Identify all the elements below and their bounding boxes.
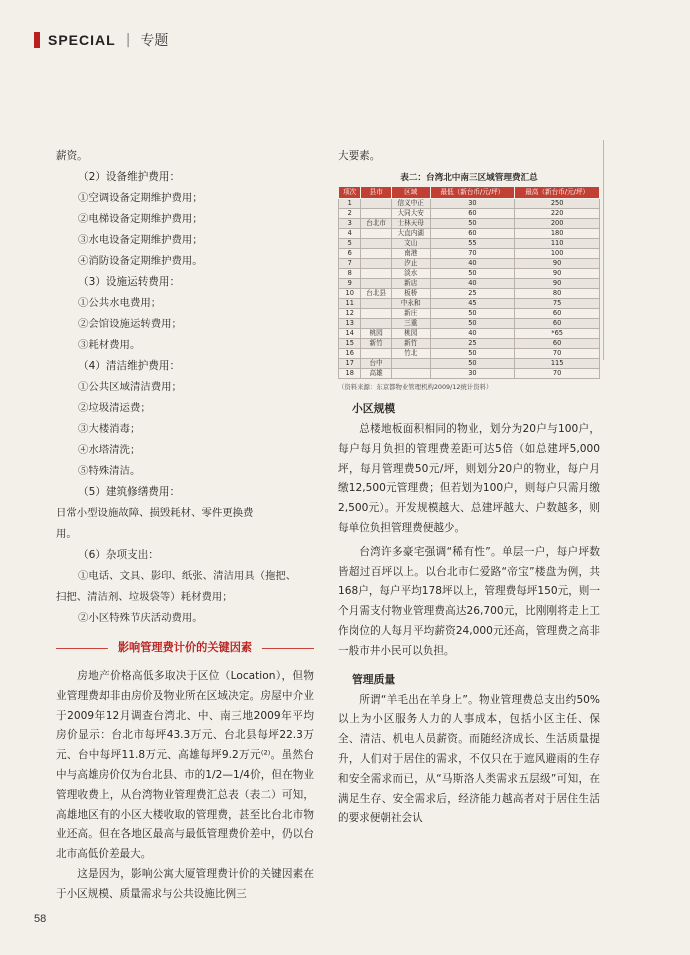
left-column	[56, 146, 314, 905]
table-cell: 200	[515, 219, 600, 229]
body-paragraph: 台湾许多豪宅强调“稀有性”。单层一户，每户坪数皆超过百坪以上。以台北市仁爱路“帝宝”楼盘为例，共168户，每户平均178坪以上，管理费每坪150元，则一个月需支付物业管理费高达26,700元，比刚刚将走上工作岗位的人每月平均薪资24,000元还高，管理费之高非一般市井小民可以负担。	[338, 545, 600, 657]
table-cell: 4	[339, 229, 361, 239]
table-cell: 220	[515, 209, 600, 219]
list-item: ④水塔清洗；	[78, 444, 141, 456]
table-cell	[361, 269, 392, 279]
table-cell: 3	[339, 219, 361, 229]
table-cell: 40	[430, 259, 515, 269]
subheading: 小区规模	[352, 402, 396, 415]
table-cell: 14	[339, 329, 361, 339]
table-cell: 18	[339, 369, 361, 379]
list-item: 用。	[56, 528, 77, 540]
table-cell: 70	[430, 249, 515, 259]
header-section-zh: 专题	[140, 33, 169, 49]
table-row	[339, 269, 600, 279]
table-row	[339, 229, 600, 239]
list-item: ③大楼消毒；	[78, 423, 141, 435]
table-cell: 三重	[391, 319, 430, 329]
list-item: 扫把、清洁剂、垃圾袋等）耗材费用；	[56, 591, 233, 603]
table-cell: 南港	[391, 249, 430, 259]
list-item: ①公共水电费用；	[78, 297, 162, 309]
table-row	[339, 289, 600, 299]
table-cell: 汐止	[391, 259, 430, 269]
table-cell: 士林天母	[391, 219, 430, 229]
list-item: ⑤特殊清洁。	[78, 465, 141, 477]
table-cell: 115	[515, 359, 600, 369]
table-cell	[391, 359, 430, 369]
list-item: ②垃圾清运费；	[78, 402, 151, 414]
table-cell: 40	[430, 279, 515, 289]
table-cell	[361, 209, 392, 219]
table-cell: 40	[430, 329, 515, 339]
table-row	[339, 309, 600, 319]
list-item: ③水电设备定期维护费用；	[78, 234, 203, 246]
table-cell	[361, 349, 392, 359]
table-header-row	[339, 187, 600, 199]
table-cell	[361, 249, 392, 259]
table-row	[339, 249, 600, 259]
list-item: ③耗材费用。	[78, 339, 141, 351]
list-item: ①公共区域清洁费用；	[78, 381, 182, 393]
table-row	[339, 359, 600, 369]
table-cell: 55	[430, 239, 515, 249]
table-cell: 70	[515, 349, 600, 359]
table-cell: 50	[430, 359, 515, 369]
list-item: ②小区特殊节庆活动费用。	[78, 612, 203, 624]
header-section-en: SPECIAL	[48, 32, 116, 48]
table-row	[339, 339, 600, 349]
table-cell: 信义中正	[391, 199, 430, 209]
table-cell: 90	[515, 269, 600, 279]
table-cell: 台中	[361, 359, 392, 369]
table-cell: 新庄	[391, 309, 430, 319]
column-divider	[603, 140, 604, 360]
section-title-text: 影响管理费计价的关键因素	[108, 639, 262, 655]
table-cell: 竹北	[391, 349, 430, 359]
table-cell	[361, 199, 392, 209]
list-heading: （4）清洁维护费用：	[78, 360, 181, 372]
table-row	[339, 199, 600, 209]
table-cell	[361, 229, 392, 239]
table-cell	[391, 369, 430, 379]
table-cell: 9	[339, 279, 361, 289]
list-item: ①空调设备定期维护费用；	[78, 192, 203, 204]
table-cell: 180	[515, 229, 600, 239]
list-item: ②电梯设备定期维护费用；	[78, 213, 203, 225]
table-cell	[361, 259, 392, 269]
right-column	[338, 146, 600, 829]
list-heading: （5）建筑修缮费用：	[78, 486, 181, 498]
table-cell: 2	[339, 209, 361, 219]
table-cell: 桃园	[391, 329, 430, 339]
table-row	[339, 259, 600, 269]
section-title	[56, 639, 314, 659]
table-cell: 11	[339, 299, 361, 309]
table-cell	[361, 239, 392, 249]
table-cell: 110	[515, 239, 600, 249]
header-divider: |	[125, 32, 131, 48]
table-cell: 8	[339, 269, 361, 279]
table-cell: 大同大安	[391, 209, 430, 219]
table-row	[339, 319, 600, 329]
table-cell: 中永和	[391, 299, 430, 309]
table-cell: 13	[339, 319, 361, 329]
table-cell: 16	[339, 349, 361, 359]
table-cell: 60	[515, 339, 600, 349]
table-cell: 50	[430, 309, 515, 319]
table-cell: 60	[515, 309, 600, 319]
table-cell: 25	[430, 339, 515, 349]
table-row	[339, 239, 600, 249]
table-cell: 大直内湖	[391, 229, 430, 239]
list-heading: （6）杂项支出：	[78, 549, 159, 561]
list-item: ①电话、文具、影印、纸张、清洁用具（拖把、	[78, 570, 297, 582]
table-cell: 50	[430, 319, 515, 329]
table-body	[339, 199, 600, 379]
table-cell: 100	[515, 249, 600, 259]
table-cell: 6	[339, 249, 361, 259]
table-note: （资料来源：东京都物业管理机构2009/12统计资料）	[338, 383, 493, 391]
table-header-cell: 项次	[339, 187, 361, 199]
table-cell: 板桥	[391, 289, 430, 299]
table-row	[339, 369, 600, 379]
table-header-cell: 县市	[361, 187, 392, 199]
table-cell: 文山	[391, 239, 430, 249]
table-cell: 50	[430, 349, 515, 359]
text-line: 薪资。	[56, 150, 88, 162]
table-row	[339, 279, 600, 289]
table-cell: 250	[515, 199, 600, 209]
table-cell	[361, 299, 392, 309]
list-item: 日常小型设施故障、损毁耗材、零件更换费	[56, 507, 254, 519]
table-cell: 60	[515, 319, 600, 329]
table-cell: 60	[430, 209, 515, 219]
table-cell: 新竹	[361, 339, 392, 349]
table-cell: 淡水	[391, 269, 430, 279]
body-paragraph: 总楼地板面积相同的物业，划分为20户与100户，每户每月负担的管理费差距可达5倍（如总建坪5,000坪，每月管理费50元/坪，则划分20户的物业，每户月缴12,500元管理费；但若划为100户，则每户只需月缴2,500元）。开发规模越大、总建坪越大、户数越多，则每单位负担管理费便越少。	[338, 423, 600, 534]
table-cell	[361, 319, 392, 329]
table-cell: 12	[339, 309, 361, 319]
table-cell: 1	[339, 199, 361, 209]
fee-table	[338, 186, 600, 379]
table-row	[339, 329, 600, 339]
table-cell: 7	[339, 259, 361, 269]
page-header	[34, 30, 168, 50]
table-cell	[361, 279, 392, 289]
table-header-cell: 最高（新台币/元/坪）	[515, 187, 600, 199]
body-paragraph: 这是因为，影响公寓大厦管理费计价的关键因素在于小区规模、质量需求与公共设施比例三	[56, 867, 314, 900]
table-title: 表二：台湾北中南三区域管理费汇总	[400, 173, 538, 183]
list-heading: （3）设施运转费用：	[78, 276, 181, 288]
table-cell: 50	[430, 269, 515, 279]
table-row	[339, 209, 600, 219]
list-item: ②会馆设施运转费用；	[78, 318, 182, 330]
header-accent-bar	[34, 32, 40, 48]
table-cell: 80	[515, 289, 600, 299]
table-cell: 25	[430, 289, 515, 299]
table-header-cell: 区域	[391, 187, 430, 199]
list-item: ④消防设备定期维护费用。	[78, 255, 203, 267]
table-cell: 90	[515, 279, 600, 289]
table-cell: 桃园	[361, 329, 392, 339]
table-cell: 75	[515, 299, 600, 309]
page-number: 58	[34, 913, 47, 925]
table-cell: 70	[515, 369, 600, 379]
table-cell: 新店	[391, 279, 430, 289]
table-row	[339, 299, 600, 309]
table-cell	[361, 309, 392, 319]
table-cell: 45	[430, 299, 515, 309]
table-row	[339, 219, 600, 229]
table-header-cell: 最低（新台币/元/坪）	[430, 187, 515, 199]
table-cell: 新竹	[391, 339, 430, 349]
body-paragraph: 房地产价格高低多取决于区位（Location），但物业管理费却非由房价及物业所在区域决定。房屋中介业于2009年12月调查台湾北、中、南三地2009年平均房价显示：台北市每坪43.3万元、台北县每坪22.3万元、台中每坪11.8万元、高雄每坪9.2万元⁽²⁾。虽然台中与高雄房价仅为台北县、市的1/2—1/4价，但在物业管理收费上，从台湾物业管理费汇总表（表二）可知，高雄地区有的小区大楼收取的管理费，甚至比台北市物业还高。但在各地区最高与最低管理费价差中，仍以台北市高低价差最大。	[56, 670, 314, 861]
table-cell: 90	[515, 259, 600, 269]
table-cell: 50	[430, 219, 515, 229]
table-cell: 5	[339, 239, 361, 249]
body-paragraph: 所谓“羊毛出在羊身上”。物业管理费总支出约50%以上为小区服务人力的人事成本，包括小区主任、保全、清洁、机电人员薪资。而随经济成长、生活质量提升，人们对于居住的需求，不仅只在于遮风避雨的生存和安全需求而已，从“马斯洛人类需求五层级”可知，在满足生存、安全需求后，经济能力越高者对于居住生活的要求便朝社会认	[338, 693, 600, 825]
table-cell: 30	[430, 369, 515, 379]
table-cell: 10	[339, 289, 361, 299]
table-cell: 15	[339, 339, 361, 349]
subheading: 管理质量	[352, 672, 396, 686]
list-heading: （2）设备维护费用：	[78, 171, 181, 183]
table-row	[339, 349, 600, 359]
table-cell: 60	[430, 229, 515, 239]
table-cell: 台北县	[361, 289, 392, 299]
table-cell: 30	[430, 199, 515, 209]
table-cell: 台北市	[361, 219, 392, 229]
table-cell: 高雄	[361, 369, 392, 379]
text-line: 大要素。	[338, 150, 381, 162]
table-cell: 17	[339, 359, 361, 369]
table-cell: *65	[515, 329, 600, 339]
